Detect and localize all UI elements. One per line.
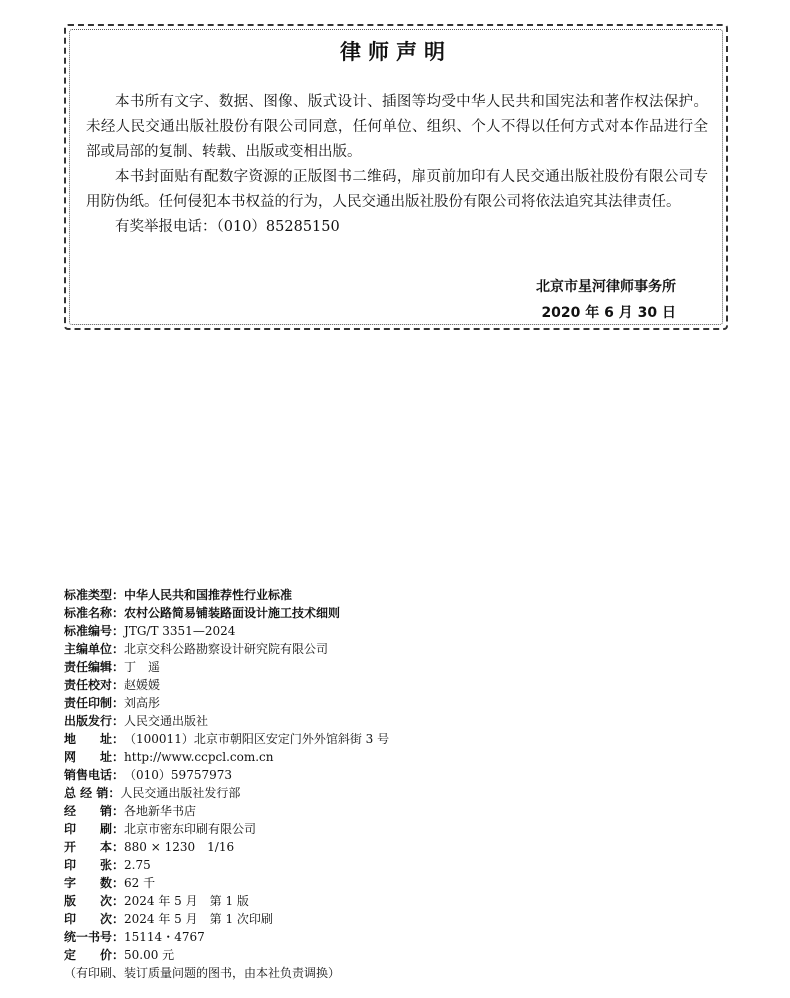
colophon-row: [64, 658, 624, 676]
colophon-value: 农村公路简易铺装路面设计施工技术细则: [124, 606, 341, 620]
colophon-label: 印 次：: [64, 912, 125, 926]
colophon-value: 62 千: [124, 876, 156, 890]
colophon-value: http://www.ccpcl.com.cn: [124, 750, 274, 764]
colophon-label: 经 销：: [64, 804, 125, 818]
colophon-row: [64, 640, 624, 658]
colophon-label: 印 刷：: [64, 822, 125, 836]
colophon-row: [64, 910, 624, 928]
notice-date: 2020 年 6 月 30 日: [541, 305, 676, 321]
colophon-row: [64, 694, 624, 712]
colophon-label: 标准类型：: [64, 588, 125, 602]
colophon-row: [64, 730, 624, 748]
colophon-row: [64, 838, 624, 856]
colophon-label: 统一书号：: [64, 930, 125, 944]
colophon-row: [64, 856, 624, 874]
colophon-row: [64, 820, 624, 838]
colophon-value: 880 × 1230 1/16: [124, 840, 235, 854]
colophon-value: 人民交通出版社发行部: [120, 786, 241, 800]
notice-title: 律师声明: [340, 40, 452, 64]
lawyer-notice-frame: [64, 24, 728, 330]
colophon-row: [64, 622, 624, 640]
colophon-label: 责任编辑：: [64, 660, 125, 674]
colophon-value: JTG/T 3351—2024: [124, 624, 236, 638]
colophon-label: 地 址：: [64, 732, 125, 746]
colophon-label: 销售电话：: [64, 768, 125, 782]
colophon-value: （100011）北京市朝阳区安定门外外馆斜街 3 号: [124, 732, 390, 746]
colophon-label: 开 本：: [64, 840, 125, 854]
colophon-label: 标准编号：: [64, 624, 125, 638]
colophon-row: [64, 874, 624, 892]
colophon-value: （010）59757973: [124, 768, 232, 782]
colophon-label: 印 张：: [64, 858, 125, 872]
colophon-value: 刘高彤: [124, 696, 161, 710]
colophon-value: 北京交科公路勘察设计研究院有限公司: [124, 642, 329, 656]
colophon: [64, 586, 624, 982]
notice-paragraph: 本书所有文字、数据、图像、版式设计、插图等均受中华人民共和国宪法和著作权法保护。未经人民交通出版社股份有限公司同意，任何单位、组织、个人不得以任何方式对本作品进行全部或局部的复制、转载、出版或变相出版。: [86, 94, 708, 160]
colophon-row: [64, 892, 624, 910]
colophon-label: 总 经 销：: [64, 786, 121, 800]
notice-body: [86, 90, 708, 240]
colophon-row: [64, 676, 624, 694]
colophon-label: 网 址：: [64, 750, 125, 764]
colophon-row: [64, 586, 624, 604]
colophon-row: [64, 604, 624, 622]
colophon-row: [64, 712, 624, 730]
colophon-value: 中华人民共和国推荐性行业标准: [124, 588, 293, 602]
colophon-value: 赵媛媛: [124, 678, 161, 692]
colophon-value: 北京市密东印刷有限公司: [124, 822, 257, 836]
colophon-value: 50.00 元: [124, 948, 175, 962]
colophon-value: 人民交通出版社: [124, 714, 209, 728]
colophon-row: [64, 802, 624, 820]
colophon-label: 定 价：: [64, 948, 125, 962]
colophon-value: 丁 遥: [124, 660, 161, 674]
report-hotline: 有奖举报电话：（010）85285150: [115, 219, 340, 235]
colophon-label: 版 次：: [64, 894, 125, 908]
law-firm-name: 北京市星河律师事务所: [536, 279, 676, 295]
colophon-value: 2024 年 5 月 第 1 次印刷: [124, 912, 273, 926]
notice-paragraph: 本书封面贴有配数字资源的正版图书二维码，扉页前加印有人民交通出版社股份有限公司专用防伪纸。任何侵犯本书权益的行为，人民交通出版社股份有限公司将依法追究其法律责任。: [86, 169, 708, 210]
colophon-row: [64, 784, 624, 802]
colophon-row: [64, 928, 624, 946]
colophon-value: 2.75: [124, 858, 151, 872]
colophon-rows: [64, 586, 624, 964]
colophon-label: 标准名称：: [64, 606, 125, 620]
colophon-row: [64, 946, 624, 964]
colophon-label: 字 数：: [64, 876, 125, 890]
colophon-label: 责任印制：: [64, 696, 125, 710]
colophon-footnote: （有印刷、装订质量问题的图书，由本社负责调换）: [64, 966, 341, 980]
colophon-value: 各地新华书店: [124, 804, 197, 818]
colophon-value: 15114・4767: [124, 930, 205, 944]
colophon-label: 主编单位：: [64, 642, 125, 656]
colophon-label: 责任校对：: [64, 678, 125, 692]
colophon-label: 出版发行：: [64, 714, 125, 728]
colophon-row: [64, 766, 624, 784]
colophon-row: [64, 748, 624, 766]
colophon-value: 2024 年 5 月 第 1 版: [124, 894, 249, 908]
